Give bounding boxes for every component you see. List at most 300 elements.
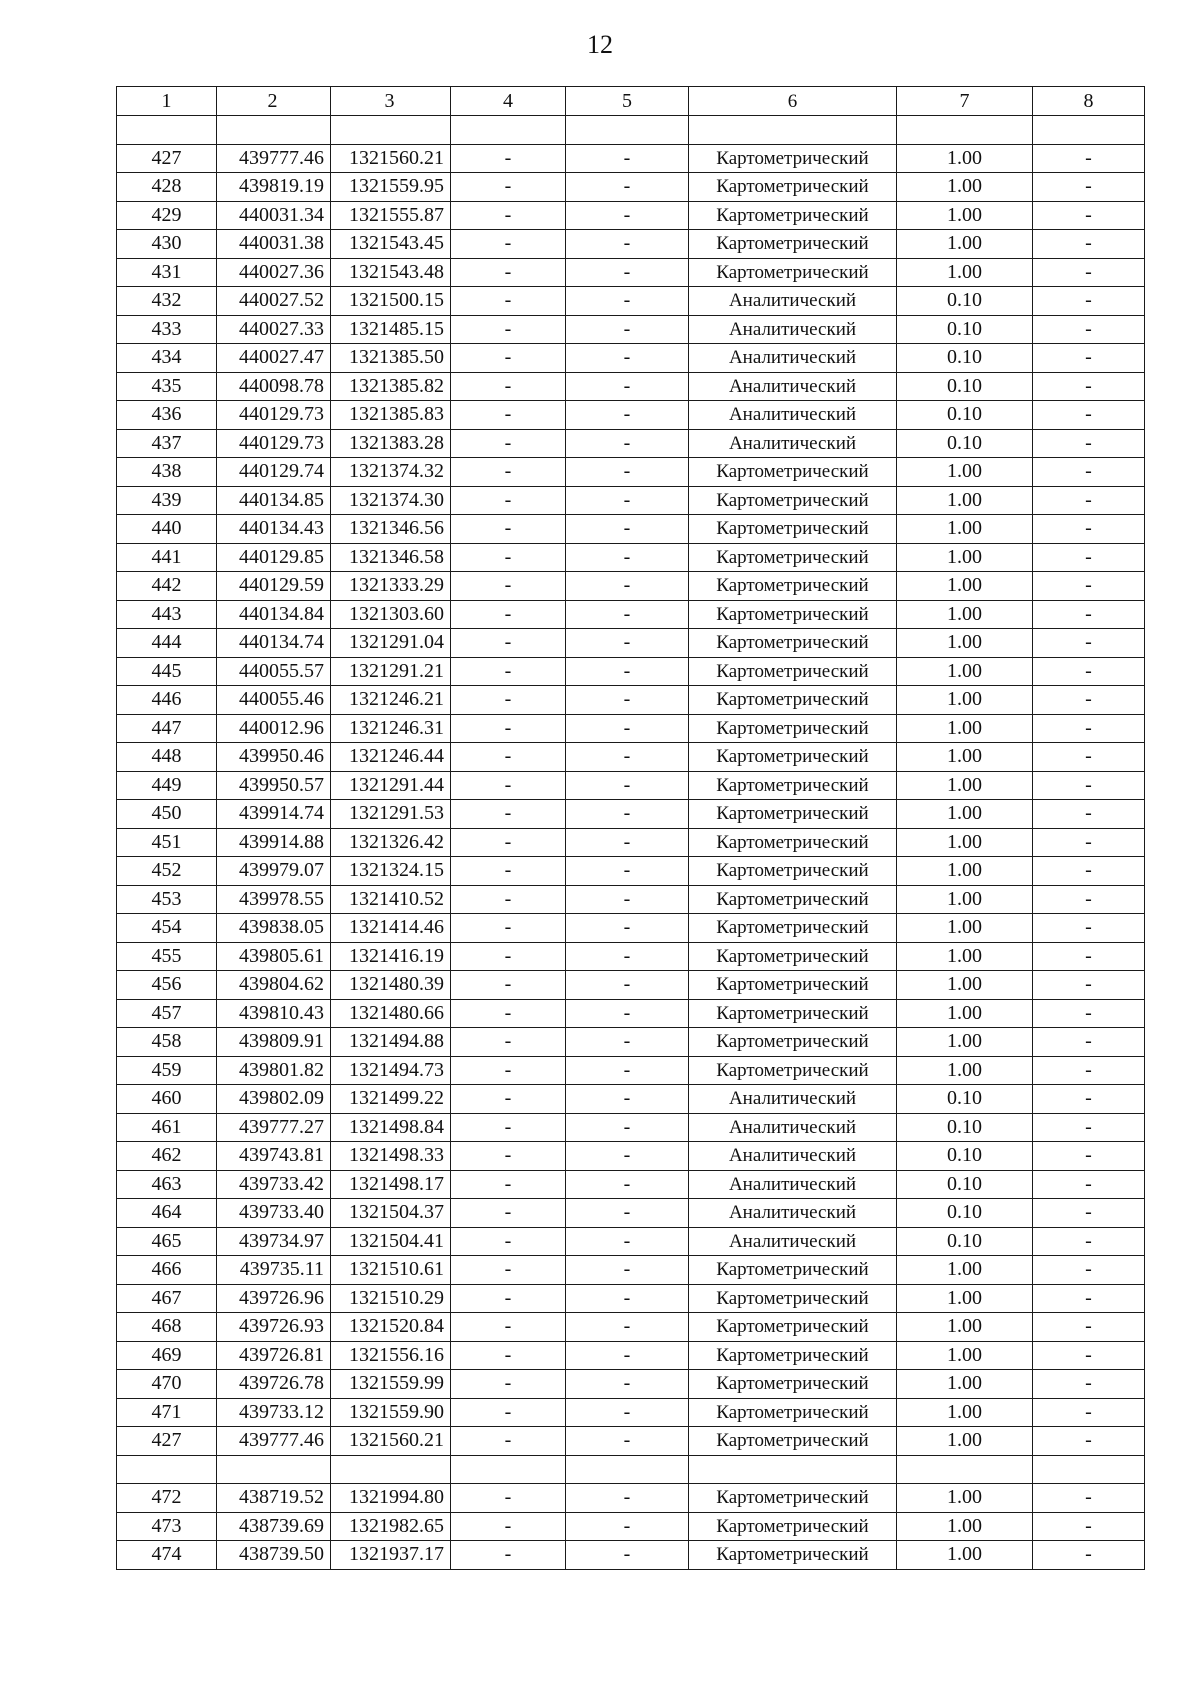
table-row: [117, 1028, 1145, 1057]
accuracy-cell: 1.00: [897, 543, 1033, 572]
column-8-cell: -: [1033, 743, 1145, 772]
point-number-cell: 443: [117, 600, 217, 629]
accuracy-cell: 1.00: [897, 572, 1033, 601]
accuracy-cell: 0.10: [897, 315, 1033, 344]
accuracy-cell: 1.00: [897, 144, 1033, 173]
column-4-cell: -: [451, 372, 566, 401]
accuracy-cell: 1.00: [897, 999, 1033, 1028]
y-coordinate-cell: 1321324.15: [331, 857, 451, 886]
method-cell: Аналитический: [689, 344, 897, 373]
table-row: [117, 686, 1145, 715]
table-row: [117, 828, 1145, 857]
column-8-cell: -: [1033, 230, 1145, 259]
accuracy-cell: 1.00: [897, 230, 1033, 259]
accuracy-cell: 1.00: [897, 258, 1033, 287]
column-header: 5: [566, 87, 689, 116]
column-8-cell: -: [1033, 1427, 1145, 1456]
y-coordinate-cell: 1321385.50: [331, 344, 451, 373]
table-row: [117, 600, 1145, 629]
x-coordinate-cell: 440031.38: [217, 230, 331, 259]
y-coordinate-cell: 1321510.29: [331, 1284, 451, 1313]
x-coordinate-cell: 439819.19: [217, 173, 331, 202]
column-8-cell: -: [1033, 1484, 1145, 1513]
column-8-cell: -: [1033, 657, 1145, 686]
column-5-cell: -: [566, 230, 689, 259]
point-number-cell: 473: [117, 1512, 217, 1541]
column-4-cell: -: [451, 942, 566, 971]
x-coordinate-cell: 439950.46: [217, 743, 331, 772]
column-4-cell: -: [451, 486, 566, 515]
column-4-cell: -: [451, 885, 566, 914]
x-coordinate-cell: 439735.11: [217, 1256, 331, 1285]
x-coordinate-cell: 439726.96: [217, 1284, 331, 1313]
column-4-cell: -: [451, 771, 566, 800]
column-5-cell: -: [566, 1028, 689, 1057]
table-row: [117, 173, 1145, 202]
column-4-cell: -: [451, 173, 566, 202]
column-8-cell: -: [1033, 942, 1145, 971]
point-number-cell: 449: [117, 771, 217, 800]
column-8-cell: -: [1033, 1398, 1145, 1427]
x-coordinate-cell: 439978.55: [217, 885, 331, 914]
y-coordinate-cell: 1321346.58: [331, 543, 451, 572]
method-cell: Картометрический: [689, 173, 897, 202]
column-5-cell: -: [566, 1256, 689, 1285]
y-coordinate-cell: 1321559.99: [331, 1370, 451, 1399]
point-number-cell: 429: [117, 201, 217, 230]
column-8-cell: -: [1033, 429, 1145, 458]
x-coordinate-cell: 439726.81: [217, 1341, 331, 1370]
x-coordinate-cell: 439801.82: [217, 1056, 331, 1085]
y-coordinate-cell: 1321385.82: [331, 372, 451, 401]
y-coordinate-cell: 1321498.33: [331, 1142, 451, 1171]
y-coordinate-cell: 1321994.80: [331, 1484, 451, 1513]
accuracy-cell: 1.00: [897, 914, 1033, 943]
table-row: [117, 1341, 1145, 1370]
accuracy-cell: 1.00: [897, 1541, 1033, 1570]
point-number-cell: 447: [117, 714, 217, 743]
method-cell: Картометрический: [689, 743, 897, 772]
point-number-cell: 444: [117, 629, 217, 658]
column-8-cell: -: [1033, 1256, 1145, 1285]
table-row: [117, 1427, 1145, 1456]
y-coordinate-cell: 1321556.16: [331, 1341, 451, 1370]
point-number-cell: 434: [117, 344, 217, 373]
table-row: [117, 1170, 1145, 1199]
method-cell: Аналитический: [689, 1199, 897, 1228]
column-4-cell: -: [451, 1541, 566, 1570]
point-number-cell: 433: [117, 315, 217, 344]
column-4-cell: -: [451, 401, 566, 430]
table-row: [117, 1056, 1145, 1085]
column-8-cell: -: [1033, 372, 1145, 401]
column-5-cell: -: [566, 201, 689, 230]
point-number-cell: 458: [117, 1028, 217, 1057]
y-coordinate-cell: 1321543.45: [331, 230, 451, 259]
y-coordinate-cell: 1321383.28: [331, 429, 451, 458]
column-4-cell: -: [451, 144, 566, 173]
method-cell: Картометрический: [689, 600, 897, 629]
method-cell: Картометрический: [689, 971, 897, 1000]
accuracy-cell: 1.00: [897, 743, 1033, 772]
point-number-cell: 431: [117, 258, 217, 287]
y-coordinate-cell: 1321499.22: [331, 1085, 451, 1114]
column-5-cell: -: [566, 1113, 689, 1142]
table-row: [117, 1541, 1145, 1570]
point-number-cell: 438: [117, 458, 217, 487]
point-number-cell: 451: [117, 828, 217, 857]
table-row: [117, 258, 1145, 287]
accuracy-cell: 1.00: [897, 458, 1033, 487]
column-5-cell: -: [566, 942, 689, 971]
column-4-cell: -: [451, 1427, 566, 1456]
method-cell: Аналитический: [689, 401, 897, 430]
accuracy-cell: 1.00: [897, 1427, 1033, 1456]
column-8-cell: -: [1033, 999, 1145, 1028]
column-8-cell: -: [1033, 1227, 1145, 1256]
column-5-cell: -: [566, 258, 689, 287]
column-4-cell: -: [451, 800, 566, 829]
table-row: [117, 1284, 1145, 1313]
column-header: 3: [331, 87, 451, 116]
x-coordinate-cell: 439810.43: [217, 999, 331, 1028]
point-number-cell: 470: [117, 1370, 217, 1399]
column-header: 8: [1033, 87, 1145, 116]
table-row: [117, 1227, 1145, 1256]
column-4-cell: -: [451, 1056, 566, 1085]
y-coordinate-cell: 1321374.30: [331, 486, 451, 515]
table-row: [117, 857, 1145, 886]
method-cell: Картометрический: [689, 657, 897, 686]
column-8-cell: -: [1033, 315, 1145, 344]
x-coordinate-cell: 440098.78: [217, 372, 331, 401]
column-4-cell: -: [451, 1085, 566, 1114]
y-coordinate-cell: 1321291.21: [331, 657, 451, 686]
point-number-cell: 448: [117, 743, 217, 772]
method-cell: Картометрический: [689, 1028, 897, 1057]
point-number-cell: 428: [117, 173, 217, 202]
column-4-cell: -: [451, 230, 566, 259]
point-number-cell: 471: [117, 1398, 217, 1427]
column-4-cell: -: [451, 971, 566, 1000]
method-cell: Картометрический: [689, 942, 897, 971]
column-8-cell: -: [1033, 287, 1145, 316]
method-cell: Картометрический: [689, 914, 897, 943]
accuracy-cell: 1.00: [897, 885, 1033, 914]
column-5-cell: -: [566, 401, 689, 430]
accuracy-cell: 0.10: [897, 1199, 1033, 1228]
y-coordinate-cell: 1321246.31: [331, 714, 451, 743]
column-4-cell: -: [451, 515, 566, 544]
accuracy-cell: 1.00: [897, 201, 1033, 230]
y-coordinate-cell: 1321555.87: [331, 201, 451, 230]
column-header: 6: [689, 87, 897, 116]
y-coordinate-cell: 1321559.90: [331, 1398, 451, 1427]
point-number-cell: 461: [117, 1113, 217, 1142]
column-5-cell: -: [566, 458, 689, 487]
point-number-cell: 472: [117, 1484, 217, 1513]
method-cell: Картометрический: [689, 543, 897, 572]
method-cell: Аналитический: [689, 429, 897, 458]
accuracy-cell: 1.00: [897, 771, 1033, 800]
point-number-cell: 430: [117, 230, 217, 259]
x-coordinate-cell: 439804.62: [217, 971, 331, 1000]
point-number-cell: 446: [117, 686, 217, 715]
table-row: [117, 230, 1145, 259]
column-4-cell: -: [451, 1170, 566, 1199]
table-row: [117, 1455, 1145, 1484]
column-8-cell: -: [1033, 543, 1145, 572]
y-coordinate-cell: 1321520.84: [331, 1313, 451, 1342]
table-row: [117, 515, 1145, 544]
accuracy-cell: 1.00: [897, 686, 1033, 715]
column-8-cell: -: [1033, 1284, 1145, 1313]
column-4-cell: [451, 116, 566, 145]
method-cell: Картометрический: [689, 1427, 897, 1456]
y-coordinate-cell: [331, 1455, 451, 1484]
column-4-cell: -: [451, 315, 566, 344]
x-coordinate-cell: 439734.97: [217, 1227, 331, 1256]
point-number-cell: 452: [117, 857, 217, 886]
accuracy-cell: 0.10: [897, 1085, 1033, 1114]
accuracy-cell: 1.00: [897, 486, 1033, 515]
x-coordinate-cell: 439726.78: [217, 1370, 331, 1399]
accuracy-cell: 1.00: [897, 1056, 1033, 1085]
x-coordinate-cell: 439777.27: [217, 1113, 331, 1142]
table-row: [117, 486, 1145, 515]
point-number-cell: 462: [117, 1142, 217, 1171]
column-4-cell: -: [451, 828, 566, 857]
x-coordinate-cell: 439809.91: [217, 1028, 331, 1057]
column-8-cell: -: [1033, 1142, 1145, 1171]
method-cell: Картометрический: [689, 486, 897, 515]
method-cell: Картометрический: [689, 999, 897, 1028]
table-row: [117, 771, 1145, 800]
x-coordinate-cell: 440129.73: [217, 401, 331, 430]
column-4-cell: -: [451, 429, 566, 458]
y-coordinate-cell: 1321291.53: [331, 800, 451, 829]
column-8-cell: -: [1033, 1170, 1145, 1199]
point-number-cell: 453: [117, 885, 217, 914]
x-coordinate-cell: 440129.85: [217, 543, 331, 572]
accuracy-cell: 1.00: [897, 1284, 1033, 1313]
x-coordinate-cell: [217, 1455, 331, 1484]
x-coordinate-cell: 439805.61: [217, 942, 331, 971]
accuracy-cell: 1.00: [897, 714, 1033, 743]
point-number-cell: 456: [117, 971, 217, 1000]
method-cell: Картометрический: [689, 230, 897, 259]
column-5-cell: -: [566, 1541, 689, 1570]
x-coordinate-cell: 439777.46: [217, 1427, 331, 1456]
method-cell: Картометрический: [689, 686, 897, 715]
x-coordinate-cell: 439733.12: [217, 1398, 331, 1427]
y-coordinate-cell: 1321374.32: [331, 458, 451, 487]
table-row: [117, 1370, 1145, 1399]
table-row: [117, 1512, 1145, 1541]
column-5-cell: -: [566, 173, 689, 202]
column-4-cell: -: [451, 1341, 566, 1370]
y-coordinate-cell: 1321480.39: [331, 971, 451, 1000]
method-cell: Картометрический: [689, 828, 897, 857]
column-4-cell: -: [451, 857, 566, 886]
y-coordinate-cell: 1321543.48: [331, 258, 451, 287]
column-8-cell: -: [1033, 1370, 1145, 1399]
accuracy-cell: [897, 116, 1033, 145]
y-coordinate-cell: 1321504.41: [331, 1227, 451, 1256]
method-cell: Картометрический: [689, 1541, 897, 1570]
x-coordinate-cell: 440027.47: [217, 344, 331, 373]
y-coordinate-cell: 1321560.21: [331, 1427, 451, 1456]
table-row: [117, 999, 1145, 1028]
method-cell: Аналитический: [689, 1142, 897, 1171]
x-coordinate-cell: 439726.93: [217, 1313, 331, 1342]
column-4-cell: -: [451, 1199, 566, 1228]
point-number-cell: 445: [117, 657, 217, 686]
accuracy-cell: 1.00: [897, 828, 1033, 857]
table-row: [117, 287, 1145, 316]
point-number-cell: 427: [117, 1427, 217, 1456]
column-4-cell: -: [451, 458, 566, 487]
x-coordinate-cell: 440134.84: [217, 600, 331, 629]
table-header-row: [117, 87, 1145, 116]
y-coordinate-cell: 1321346.56: [331, 515, 451, 544]
x-coordinate-cell: 439777.46: [217, 144, 331, 173]
column-5-cell: -: [566, 800, 689, 829]
accuracy-cell: 1.00: [897, 800, 1033, 829]
column-8-cell: -: [1033, 1113, 1145, 1142]
accuracy-cell: 1.00: [897, 1512, 1033, 1541]
x-coordinate-cell: 440134.85: [217, 486, 331, 515]
table-row: [117, 1398, 1145, 1427]
y-coordinate-cell: [331, 116, 451, 145]
table-row: [117, 429, 1145, 458]
accuracy-cell: 0.10: [897, 1170, 1033, 1199]
y-coordinate-cell: 1321500.15: [331, 287, 451, 316]
table-row: [117, 372, 1145, 401]
x-coordinate-cell: 440027.36: [217, 258, 331, 287]
column-header: 4: [451, 87, 566, 116]
method-cell: Картометрический: [689, 144, 897, 173]
accuracy-cell: 1.00: [897, 1313, 1033, 1342]
column-4-cell: -: [451, 1256, 566, 1285]
point-number-cell: 469: [117, 1341, 217, 1370]
x-coordinate-cell: 440055.46: [217, 686, 331, 715]
column-5-cell: -: [566, 1199, 689, 1228]
column-5-cell: -: [566, 1227, 689, 1256]
y-coordinate-cell: 1321385.83: [331, 401, 451, 430]
page-number: 12: [587, 30, 613, 59]
table-row: [117, 1256, 1145, 1285]
column-4-cell: -: [451, 1113, 566, 1142]
method-cell: Аналитический: [689, 287, 897, 316]
table-row: [117, 914, 1145, 943]
column-5-cell: -: [566, 771, 689, 800]
point-number-cell: 463: [117, 1170, 217, 1199]
y-coordinate-cell: 1321559.95: [331, 173, 451, 202]
column-8-cell: -: [1033, 201, 1145, 230]
accuracy-cell: 1.00: [897, 173, 1033, 202]
column-8-cell: -: [1033, 629, 1145, 658]
column-8-cell: -: [1033, 857, 1145, 886]
point-number-cell: 454: [117, 914, 217, 943]
point-number-cell: [117, 1455, 217, 1484]
accuracy-cell: 1.00: [897, 600, 1033, 629]
accuracy-cell: 1.00: [897, 1370, 1033, 1399]
table-row: [117, 144, 1145, 173]
column-4-cell: -: [451, 1284, 566, 1313]
x-coordinate-cell: 440129.73: [217, 429, 331, 458]
column-8-cell: -: [1033, 173, 1145, 202]
table-row: [117, 1199, 1145, 1228]
x-coordinate-cell: 439914.74: [217, 800, 331, 829]
y-coordinate-cell: 1321326.42: [331, 828, 451, 857]
column-4-cell: -: [451, 1028, 566, 1057]
method-cell: Картометрический: [689, 572, 897, 601]
x-coordinate-cell: 438739.50: [217, 1541, 331, 1570]
x-coordinate-cell: 439802.09: [217, 1085, 331, 1114]
column-5-cell: -: [566, 686, 689, 715]
column-8-cell: -: [1033, 1028, 1145, 1057]
point-number-cell: 436: [117, 401, 217, 430]
table-row: [117, 629, 1145, 658]
column-5-cell: -: [566, 657, 689, 686]
column-5-cell: -: [566, 372, 689, 401]
method-cell: Картометрический: [689, 1341, 897, 1370]
accuracy-cell: 1.00: [897, 1398, 1033, 1427]
y-coordinate-cell: 1321246.44: [331, 743, 451, 772]
column-5-cell: -: [566, 1341, 689, 1370]
accuracy-cell: 0.10: [897, 1227, 1033, 1256]
method-cell: Картометрический: [689, 629, 897, 658]
y-coordinate-cell: 1321291.44: [331, 771, 451, 800]
point-number-cell: 427: [117, 144, 217, 173]
column-4-cell: -: [451, 714, 566, 743]
column-4-cell: -: [451, 1512, 566, 1541]
method-cell: Картометрический: [689, 714, 897, 743]
y-coordinate-cell: 1321291.04: [331, 629, 451, 658]
x-coordinate-cell: 440055.57: [217, 657, 331, 686]
column-5-cell: -: [566, 971, 689, 1000]
column-8-cell: -: [1033, 144, 1145, 173]
column-4-cell: -: [451, 1370, 566, 1399]
column-5-cell: -: [566, 885, 689, 914]
method-cell: Картометрический: [689, 1284, 897, 1313]
point-number-cell: 442: [117, 572, 217, 601]
y-coordinate-cell: 1321414.46: [331, 914, 451, 943]
point-number-cell: 455: [117, 942, 217, 971]
x-coordinate-cell: 440129.59: [217, 572, 331, 601]
column-4-cell: -: [451, 258, 566, 287]
column-8-cell: -: [1033, 1313, 1145, 1342]
column-8-cell: -: [1033, 714, 1145, 743]
column-5-cell: -: [566, 999, 689, 1028]
column-8-cell: -: [1033, 1085, 1145, 1114]
table-row: [117, 458, 1145, 487]
y-coordinate-cell: 1321504.37: [331, 1199, 451, 1228]
accuracy-cell: [897, 1455, 1033, 1484]
x-coordinate-cell: 440134.43: [217, 515, 331, 544]
table-row: [117, 942, 1145, 971]
accuracy-cell: 1.00: [897, 1341, 1033, 1370]
y-coordinate-cell: 1321480.66: [331, 999, 451, 1028]
column-header: 1: [117, 87, 217, 116]
point-number-cell: 457: [117, 999, 217, 1028]
column-4-cell: -: [451, 344, 566, 373]
method-cell: Картометрический: [689, 800, 897, 829]
accuracy-cell: 1.00: [897, 971, 1033, 1000]
method-cell: Картометрический: [689, 1256, 897, 1285]
method-cell: Картометрический: [689, 1484, 897, 1513]
